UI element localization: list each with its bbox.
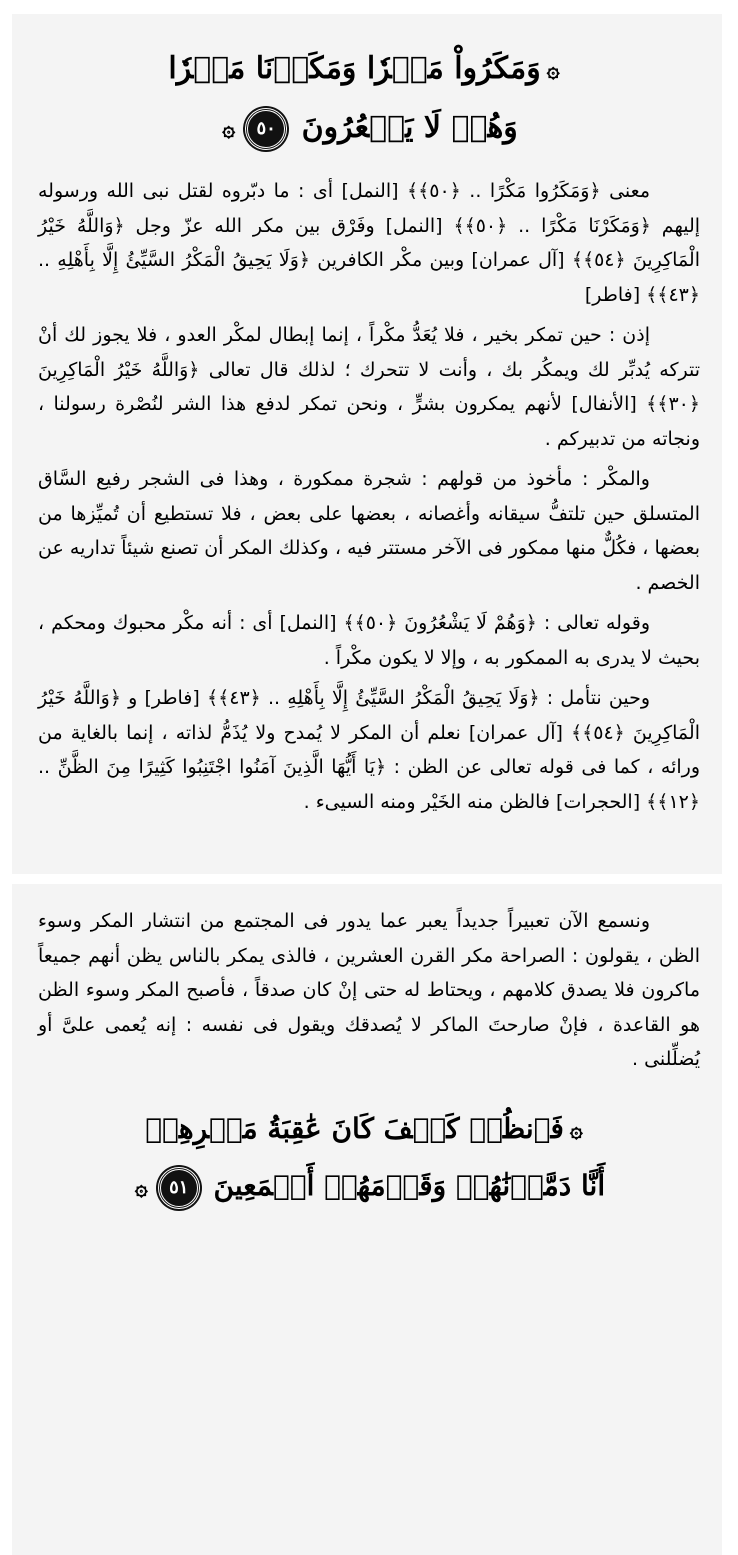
ayah-number-badge: ٥٠ (245, 108, 287, 150)
ayah-number-badge: ٥١ (158, 1167, 200, 1209)
verse-line-1 (12, 40, 722, 99)
verse-heading-top (12, 40, 722, 158)
verse-line-2 (12, 99, 722, 158)
verse-text: وَهُمۡ لَا يَشۡعُرُونَ (301, 110, 518, 145)
paragraph: وقوله تعالى : ﴿وَهُمْ لَا يَشْعُرُونَ ﴿٥٠﴾﴾ [النمل] أى : أنه مكْر محبوك ومحكم ، بحيث لا يدرى به الممكور به ، وإلا لا يكون مكْراً . (38, 612, 700, 669)
paragraph: ونسمع الآن تعبيراً جديداً يعبر عما يدور فى المجتمع من انتشار المكر وسوء الظن ، يقولون : الصراحة مكر القرن العشرين ، فالذى يمكر بالناس يظن أنهم جميعاً ماكرون فلا يصدق كلامهم ، ويحتاط له حتى إنْ كان صدقاً ، فأصبح المكر وسوء الظن هو القاعدة ، فإنْ صارحتَ الماكر لا يُصدقك ويقول فى نفسه : إنه يُعمى علىَّ أو يُضلِّلنى . (38, 910, 700, 1070)
ornament-icon: ۞ (569, 1117, 583, 1143)
paragraph: معنى ﴿وَمَكَرُوا مَكْرًا .. ﴿٥٠﴾﴾ [النمل] أى : ما دبّروه لقتل نبى الله ورسوله إليهم ﴿وَمَكَرْنَا مَكْرًا .. ﴿٥٠﴾﴾ [النمل] وفَرْق بين مكر الله عزّ وجل ﴿وَاللَّهُ خَيْرُ الْمَاكِرِينَ ﴿٥٤﴾﴾ [آل عمران] وبين مكْر الكافرين ﴿وَلَا يَحِيقُ الْمَكْرُ السَّيِّئُ إِلَّا بِأَهْلِهِ .. ﴿٤٣﴾﴾ [فاطر] (38, 180, 701, 306)
verse-line-1 (12, 1101, 722, 1159)
verse-heading-bottom (12, 1101, 722, 1216)
paragraph: إذن : حين تمكر بخير ، فلا يُعَدُّ مكْراً ، إنما إبطال لمكْر العدو ، فلا يجوز لك أنْ تتركه يُدبِّر لك ويمكُر بك ، وأنت لا تتحرك ؛ لذلك قال تعالى ﴿وَاللَّهُ خَيْرُ الْمَاكِرِينَ ﴿٣٠﴾﴾ [الأنفال] لأنهم يمكرون بشرٍّ ، ونحن تمكر لدفع هذا الشر لنُصْرة رسولنا ، ونجاته من تدبيركم . (38, 324, 700, 450)
ornament-icon: ۞ (134, 1174, 148, 1201)
top-panel (12, 14, 722, 874)
paragraph: وحين نتأمل : ﴿وَلَا يَحِيقُ الْمَكْرُ السَّيِّئُ إِلَّا بِأَهْلِهِ .. ﴿٤٣﴾﴾ [فاطر] و ﴿وَاللَّهُ خَيْرُ الْمَاكِرِينَ ﴿٥٤﴾﴾ [آل عمران] نعلم أن المكر لا يُمدح ولا يُذَمُّ لذاته ، إنما بالغاية من ورائه ، كما فى قوله تعالى عن الظن : ﴿يَا أَيُّهَا الَّذِينَ آمَنُوا اجْتَنِبُوا كَثِيرًا مِنَ الظَّنِّ .. ﴿١٢﴾﴾ [الحجرات] فالظن منه الخَيْر ومنه السيىء . (38, 687, 700, 813)
verse-text: أَنَّا دَمَّرۡنَٰهُمۡ وَقَوۡمَهُمۡ أَجۡمَعِينَ (213, 1169, 606, 1202)
ornament-icon: ۞ (546, 57, 560, 83)
bottom-panel (12, 884, 722, 1555)
verse-text: وَمَكَرُواْ مَكۡرٗا وَمَكَرۡنَا مَكۡرٗا (168, 51, 541, 86)
paragraph: والمكْر : مأخوذ من قولهم : شجرة ممكورة ، وهذا فى الشجر رفيع السَّاق المتسلق حين تلتفُّ سيقانه وأغصانه ، بعضها على بعض ، فلا تستطيع أن تُميِّزها من بعضها ، فكُلٌّ منها ممكور فى الآخر مستتر فيه ، وكذلك المكر أن تصنع شيئاً تداريه عن الخصم . (38, 468, 700, 594)
verse-text: فَٱنظُرۡ كَيۡفَ كَانَ عَٰقِبَةُ مَكۡرِهِمۡ (145, 1111, 564, 1145)
ornament-icon: ۞ (222, 116, 236, 142)
verse-line-2 (12, 1158, 722, 1216)
